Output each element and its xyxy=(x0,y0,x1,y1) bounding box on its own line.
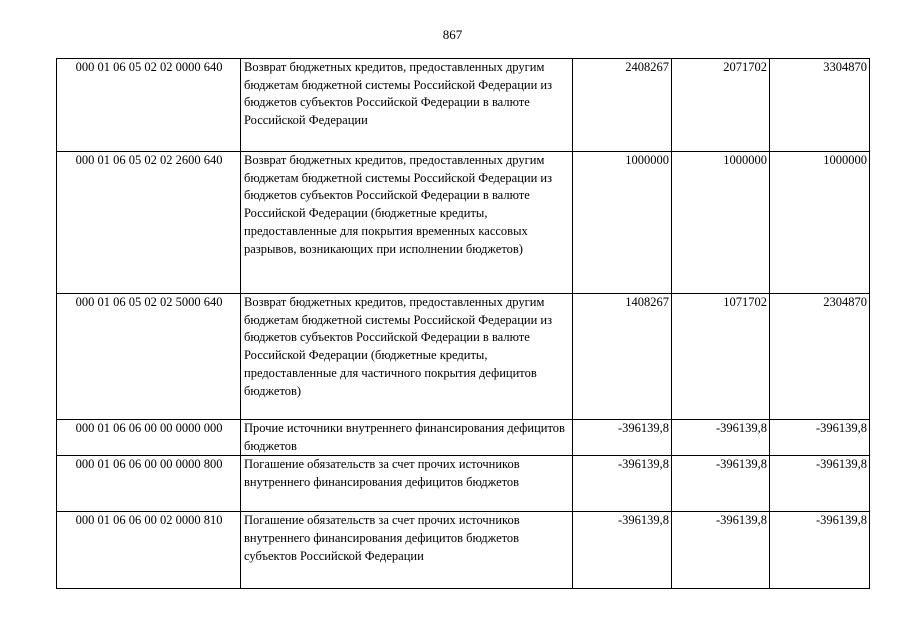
item-name-cell: Погашение обязательств за счет прочих источников внутреннего финансирования дефицитов бюджетов xyxy=(241,456,573,512)
page-number: 867 xyxy=(442,27,463,42)
year2-amount-cell: 1071702 xyxy=(672,294,770,420)
year2-amount-cell: -396139,8 xyxy=(672,420,770,456)
budget-code-cell: 000 01 06 05 02 02 0000 640 xyxy=(57,59,241,152)
year3-amount-cell: 3304870 xyxy=(770,59,870,152)
year2-amount-cell: -396139,8 xyxy=(672,456,770,512)
year2-amount-cell: 1000000 xyxy=(672,152,770,294)
year1-amount-cell: -396139,8 xyxy=(573,512,672,589)
budget-code-cell: 000 01 06 05 02 02 2600 640 xyxy=(57,152,241,294)
year3-amount-cell: -396139,8 xyxy=(770,456,870,512)
year1-amount-cell: -396139,8 xyxy=(573,456,672,512)
year1-amount-cell: 1408267 xyxy=(573,294,672,420)
budget-code-cell: 000 01 06 06 00 02 0000 810 xyxy=(57,512,241,589)
item-name-cell: Возврат бюджетных кредитов, предоставленных другим бюджетам бюджетной системы Российской Федерации из бюджетов субъектов Российской Федерации в валюте Российской Федерации (бюджетные кредиты, предоставленные для частичного покрытия дефицитов бюджетов) xyxy=(241,294,573,420)
table-row xyxy=(57,152,870,294)
table-row xyxy=(57,294,870,420)
year1-amount-cell: -396139,8 xyxy=(573,420,672,456)
budget-code-cell: 000 01 06 06 00 00 0000 000 xyxy=(57,420,241,456)
year3-amount-cell: -396139,8 xyxy=(770,512,870,589)
item-name-cell: Возврат бюджетных кредитов, предоставленных другим бюджетам бюджетной системы Российской Федерации из бюджетов субъектов Российской Федерации в валюте Российской Федерации xyxy=(241,59,573,152)
year3-amount-cell: -396139,8 xyxy=(770,420,870,456)
year2-amount-cell: -396139,8 xyxy=(672,512,770,589)
year2-amount-cell: 2071702 xyxy=(672,59,770,152)
table-row xyxy=(57,59,870,152)
item-name-cell: Возврат бюджетных кредитов, предоставленных другим бюджетам бюджетной системы Российской Федерации из бюджетов субъектов Российской Федерации в валюте Российской Федерации (бюджетные кредиты, предоставленные для покрытия временных кассовых разрывов, возникающих при исполнении бюджетов) xyxy=(241,152,573,294)
table-row xyxy=(57,420,870,456)
item-name-cell: Прочие источники внутреннего финансирования дефицитов бюджетов xyxy=(241,420,573,456)
item-name-cell: Погашение обязательств за счет прочих источников внутреннего финансирования дефицитов бюджетов субъектов Российской Федерации xyxy=(241,512,573,589)
budget-sources-table xyxy=(56,58,870,589)
budget-code-cell: 000 01 06 05 02 02 5000 640 xyxy=(57,294,241,420)
table-row xyxy=(57,456,870,512)
year3-amount-cell: 1000000 xyxy=(770,152,870,294)
budget-code-cell: 000 01 06 06 00 00 0000 800 xyxy=(57,456,241,512)
year1-amount-cell: 1000000 xyxy=(573,152,672,294)
year1-amount-cell: 2408267 xyxy=(573,59,672,152)
year3-amount-cell: 2304870 xyxy=(770,294,870,420)
table-row xyxy=(57,512,870,589)
